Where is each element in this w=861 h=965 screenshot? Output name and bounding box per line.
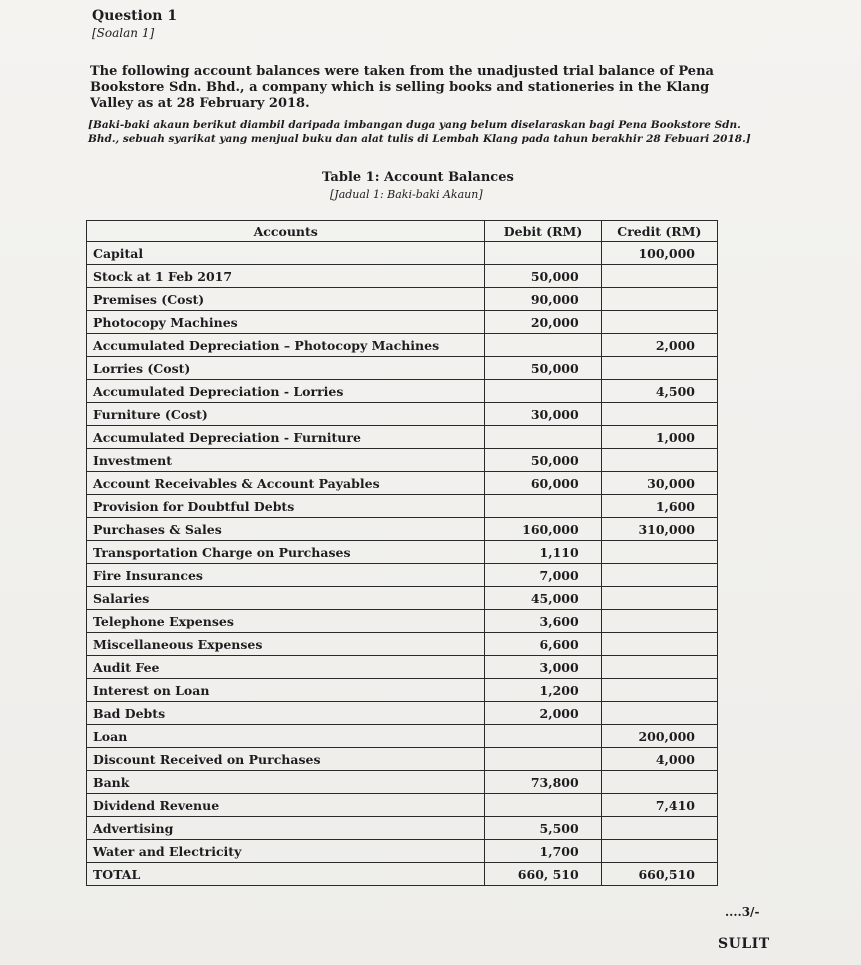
account-cell: Bad Debts <box>87 702 485 725</box>
account-cell: Bank <box>87 771 485 794</box>
debit-cell: 50,000 <box>485 357 601 380</box>
table-row <box>87 242 718 265</box>
table-row <box>87 725 718 748</box>
debit-cell: 45,000 <box>485 587 601 610</box>
credit-cell <box>601 288 717 311</box>
credit-cell: 30,000 <box>601 472 717 495</box>
debit-cell: 1,110 <box>485 541 601 564</box>
table-row <box>87 518 718 541</box>
credit-cell <box>601 633 717 656</box>
table-row <box>87 380 718 403</box>
debit-cell: 3,000 <box>485 656 601 679</box>
debit-cell: 20,000 <box>485 311 601 334</box>
account-cell: Dividend Revenue <box>87 794 485 817</box>
table-row <box>87 426 718 449</box>
table-row <box>87 610 718 633</box>
account-cell: Premises (Cost) <box>87 288 485 311</box>
debit-cell: 50,000 <box>485 265 601 288</box>
credit-cell <box>601 656 717 679</box>
question-paragraph: The following account balances were taken from the unadjusted trial balance of Pena Bookstore Sdn. Bhd., a company which is selling books and stationeries in the Klang Valley as at 28 February 2018. <box>90 64 714 111</box>
debit-cell: 7,000 <box>485 564 601 587</box>
table-header-row <box>87 221 718 242</box>
debit-cell <box>485 495 601 518</box>
debit-cell: 90,000 <box>485 288 601 311</box>
credit-cell: 7,410 <box>601 794 717 817</box>
credit-cell <box>601 679 717 702</box>
account-cell: Water and Electricity <box>87 840 485 863</box>
table-row <box>87 334 718 357</box>
debit-cell: 60,000 <box>485 472 601 495</box>
account-cell: Accumulated Depreciation - Lorries <box>87 380 485 403</box>
credit-cell <box>601 449 717 472</box>
account-cell: Furniture (Cost) <box>87 403 485 426</box>
debit-cell <box>485 748 601 771</box>
account-cell: Transportation Charge on Purchases <box>87 541 485 564</box>
account-cell: Audit Fee <box>87 656 485 679</box>
table-row <box>87 541 718 564</box>
table-row <box>87 702 718 725</box>
account-cell: Discount Received on Purchases <box>87 748 485 771</box>
total-label: TOTAL <box>87 863 485 886</box>
table-row <box>87 633 718 656</box>
header-accounts: Accounts <box>87 221 485 242</box>
question-paragraph-malay: [Baki-baki akaun berikut diambil daripada imbangan duga yang belum diselaraskan bagi Pena Bookstore Sdn. Bhd., sebuah syarikat yang menjual buku dan alat tulis di Lembah Klang pada tahun berakhir 28 Febuari 2018.] <box>88 119 751 145</box>
table-row <box>87 840 718 863</box>
credit-cell <box>601 564 717 587</box>
credit-cell: 1,600 <box>601 495 717 518</box>
credit-cell <box>601 541 717 564</box>
account-cell: Capital <box>87 242 485 265</box>
account-cell: Accumulated Depreciation – Photocopy Machines <box>87 334 485 357</box>
table-row <box>87 403 718 426</box>
account-cell: Photocopy Machines <box>87 311 485 334</box>
credit-cell: 1,000 <box>601 426 717 449</box>
credit-cell: 100,000 <box>601 242 717 265</box>
account-cell: Miscellaneous Expenses <box>87 633 485 656</box>
debit-cell: 2,000 <box>485 702 601 725</box>
total-row <box>87 863 718 886</box>
debit-cell <box>485 794 601 817</box>
debit-cell <box>485 725 601 748</box>
credit-cell <box>601 357 717 380</box>
total-debit: 660, 510 <box>485 863 601 886</box>
debit-cell <box>485 426 601 449</box>
table-row <box>87 472 718 495</box>
table-row <box>87 288 718 311</box>
account-cell: Loan <box>87 725 485 748</box>
credit-cell: 4,000 <box>601 748 717 771</box>
debit-cell: 73,800 <box>485 771 601 794</box>
table-row <box>87 495 718 518</box>
header-credit: Credit (RM) <box>601 221 717 242</box>
table-row <box>87 265 718 288</box>
credit-cell <box>601 702 717 725</box>
credit-cell <box>601 311 717 334</box>
account-cell: Salaries <box>87 587 485 610</box>
account-balances-table <box>86 220 718 886</box>
credit-cell <box>601 587 717 610</box>
header-debit: Debit (RM) <box>485 221 601 242</box>
question-title-malay: [Soalan 1] <box>92 26 155 40</box>
debit-cell: 30,000 <box>485 403 601 426</box>
table-title: Table 1: Account Balances <box>322 170 514 185</box>
account-cell: Advertising <box>87 817 485 840</box>
table-row <box>87 311 718 334</box>
account-cell: Provision for Doubtful Debts <box>87 495 485 518</box>
credit-cell: 2,000 <box>601 334 717 357</box>
debit-cell: 6,600 <box>485 633 601 656</box>
table-row <box>87 771 718 794</box>
table-row <box>87 817 718 840</box>
credit-cell <box>601 403 717 426</box>
total-credit: 660,510 <box>601 863 717 886</box>
question-title: Question 1 <box>92 8 178 24</box>
table-row <box>87 449 718 472</box>
account-cell: Investment <box>87 449 485 472</box>
credit-cell <box>601 840 717 863</box>
debit-cell <box>485 334 601 357</box>
page-continuation-marker: ....3/- <box>725 905 760 919</box>
account-cell: Telephone Expenses <box>87 610 485 633</box>
table-row <box>87 656 718 679</box>
table-row <box>87 564 718 587</box>
table-row <box>87 357 718 380</box>
credit-cell <box>601 771 717 794</box>
credit-cell <box>601 265 717 288</box>
debit-cell: 5,500 <box>485 817 601 840</box>
credit-cell: 310,000 <box>601 518 717 541</box>
credit-cell: 200,000 <box>601 725 717 748</box>
debit-cell: 50,000 <box>485 449 601 472</box>
credit-cell <box>601 610 717 633</box>
table-title-malay: [Jadual 1: Baki-baki Akaun] <box>330 188 483 201</box>
debit-cell: 1,700 <box>485 840 601 863</box>
account-cell: Fire Insurances <box>87 564 485 587</box>
table-row <box>87 794 718 817</box>
table-row <box>87 748 718 771</box>
account-cell: Stock at 1 Feb 2017 <box>87 265 485 288</box>
account-cell: Account Receivables & Account Payables <box>87 472 485 495</box>
table-row <box>87 679 718 702</box>
debit-cell: 1,200 <box>485 679 601 702</box>
account-cell: Accumulated Depreciation - Furniture <box>87 426 485 449</box>
debit-cell <box>485 380 601 403</box>
account-cell: Purchases & Sales <box>87 518 485 541</box>
table-row <box>87 587 718 610</box>
account-cell: Interest on Loan <box>87 679 485 702</box>
account-cell: Lorries (Cost) <box>87 357 485 380</box>
classification-label: SULIT <box>718 936 770 952</box>
debit-cell: 3,600 <box>485 610 601 633</box>
debit-cell <box>485 242 601 265</box>
debit-cell: 160,000 <box>485 518 601 541</box>
credit-cell <box>601 817 717 840</box>
credit-cell: 4,500 <box>601 380 717 403</box>
